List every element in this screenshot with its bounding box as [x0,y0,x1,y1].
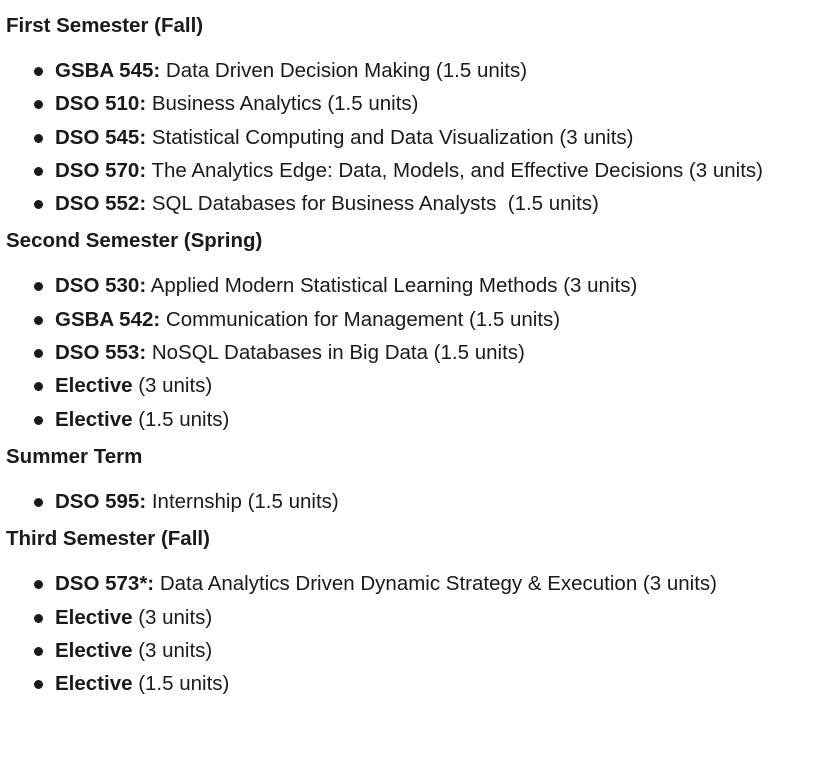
course-description: Business Analytics (1.5 units) [146,92,419,116]
section-title: First Semester (Fall) [6,14,204,37]
course-item [6,403,821,436]
course-item [6,369,821,402]
bullet-icon [34,167,43,176]
bullet-icon [34,614,43,623]
section-title: Second Semester (Spring) [6,229,263,253]
course-description: Internship (1.5 units) [146,489,339,513]
bullet-icon [34,316,43,325]
course-code: DSO 530: [55,274,147,298]
course-item [6,303,821,336]
course-item [6,336,821,369]
bullet-icon [34,498,43,507]
course-code: DSO 573*: [55,572,155,596]
course-code: GSBA 542: [55,307,161,331]
course-description: (3 units) [132,638,213,662]
course-code: DSO 552: [55,192,147,216]
course-code: Elective [55,407,133,431]
course-description: (3 units) [132,605,213,629]
bullet-icon [34,349,43,358]
course-description: Applied Modern Statistical Learning Methods (3 units) [146,274,638,298]
section-title: Third Semester (Fall) [6,527,210,551]
course-code: GSBA 545: [55,59,161,82]
semester-section [6,443,821,518]
course-description: The Analytics Edge: Data, Models, and Effective Decisions (3 units) [146,158,763,182]
course-code: DSO 595: [55,489,147,513]
curriculum-content [6,12,821,707]
course-item [6,54,821,87]
bullet-icon [34,647,43,656]
course-description: NoSQL Databases in Big Data (1.5 units) [146,341,525,365]
course-description: Communication for Management (1.5 units) [160,307,561,331]
course-code: Elective [55,672,133,696]
course-code: DSO 510: [55,92,147,116]
course-item [6,187,821,220]
course-description: Statistical Computing and Data Visualization (3 units) [146,125,634,149]
bullet-icon [34,580,43,589]
course-item [6,87,821,120]
bullet-icon [34,282,43,291]
course-list [6,269,821,435]
course-item [6,601,821,634]
course-description: (1.5 units) [132,672,230,696]
semester-section [6,525,821,700]
course-description: SQL Databases for Business Analysts (1.5 units) [146,192,599,216]
course-code: Elective [55,374,133,398]
course-item [6,154,821,187]
course-item [6,121,821,154]
course-item [6,567,821,600]
course-code: DSO 570: [55,158,147,182]
course-item [6,269,821,302]
course-list [6,567,821,700]
bullet-icon [34,680,43,689]
course-description: (3 units) [132,374,213,398]
course-description: Data Driven Decision Making (1.5 units) [160,59,528,82]
course-item [6,485,821,518]
bullet-icon [34,200,43,209]
course-list [6,485,821,518]
course-description: (1.5 units) [132,407,230,431]
bullet-icon [34,67,43,76]
course-list [6,54,821,220]
bullet-icon [34,100,43,109]
course-description: Data Analytics Driven Dynamic Strategy & Execution (3 units) [154,572,717,596]
course-item [6,667,821,700]
course-code: Elective [55,638,133,662]
semester-section [6,227,821,435]
bullet-icon [34,382,43,391]
course-code: DSO 545: [55,125,147,149]
course-code: DSO 553: [55,341,147,365]
semester-section [6,12,821,220]
course-item [6,634,821,667]
course-code: Elective [55,605,133,629]
bullet-icon [34,416,43,425]
section-title: Summer Term [6,444,143,468]
bullet-icon [34,134,43,143]
